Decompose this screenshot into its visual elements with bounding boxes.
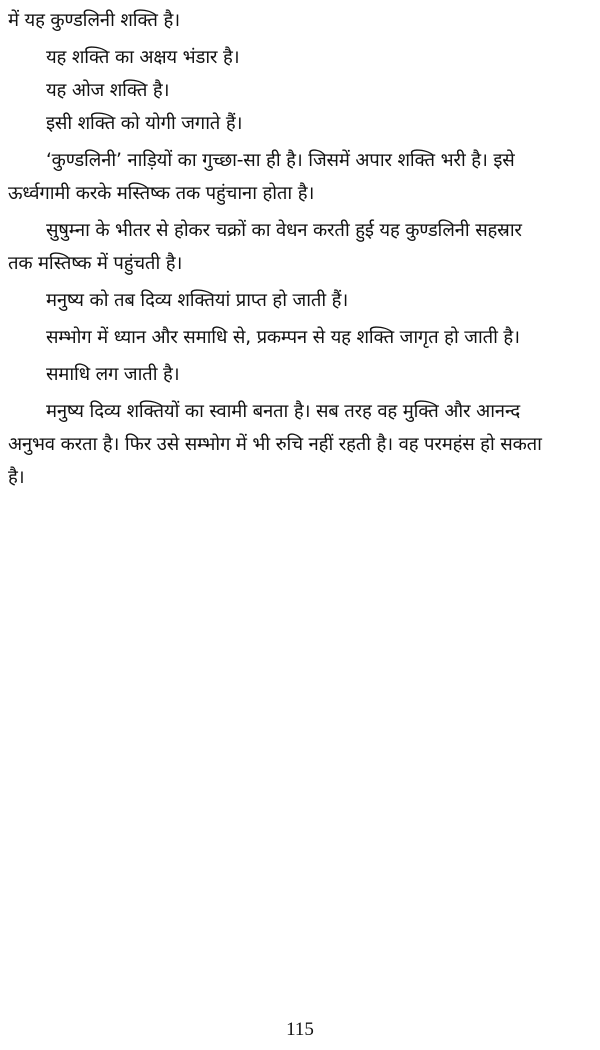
text-line: मनुष्य को तब दिव्य शक्तियां प्राप्त हो जाती हैं। [46, 290, 349, 311]
text-line: तक मस्तिष्क में पहुंचती है। [8, 253, 183, 274]
text-line: सम्भोग में ध्यान और समाधि से, प्रकम्पन से यह शक्ति जागृत हो जाती है। [46, 327, 520, 348]
page-number: 115 [286, 1019, 314, 1040]
text-line: अनुभव करता है। फिर उसे सम्भोग में भी रुचि नहीं रहती है। वह परमहंस हो सकता [8, 434, 542, 455]
body-text [8, 4, 592, 494]
text-line: ‘कुण्डलिनी’ नाड़ियों का गुच्छा-सा ही है। जिसमें अपार शक्ति भरी है। इसे [46, 150, 515, 171]
text-line: समाधि लग जाती है। [46, 364, 180, 385]
text-line: मनुष्य दिव्य शक्तियों का स्वामी बनता है। सब तरह वह मुक्ति और आनन्द [46, 401, 520, 422]
text-line: यह ओज शक्ति है। [46, 80, 170, 101]
text-line: यह शक्ति का अक्षय भंडार है। [46, 47, 240, 68]
text-line: सुषुम्ना के भीतर से होकर चक्रों का वेधन करती हुई यह कुण्डलिनी सहस्रार [46, 220, 522, 241]
text-line: ऊर्ध्वगामी करके मस्तिष्क तक पहुंचाना होता है। [8, 183, 315, 204]
text-line: है। [8, 467, 25, 488]
text-line: इसी शक्ति को योगी जगाते हैं। [46, 113, 243, 134]
text-line: में यह कुण्डलिनी शक्ति है। [8, 10, 180, 31]
